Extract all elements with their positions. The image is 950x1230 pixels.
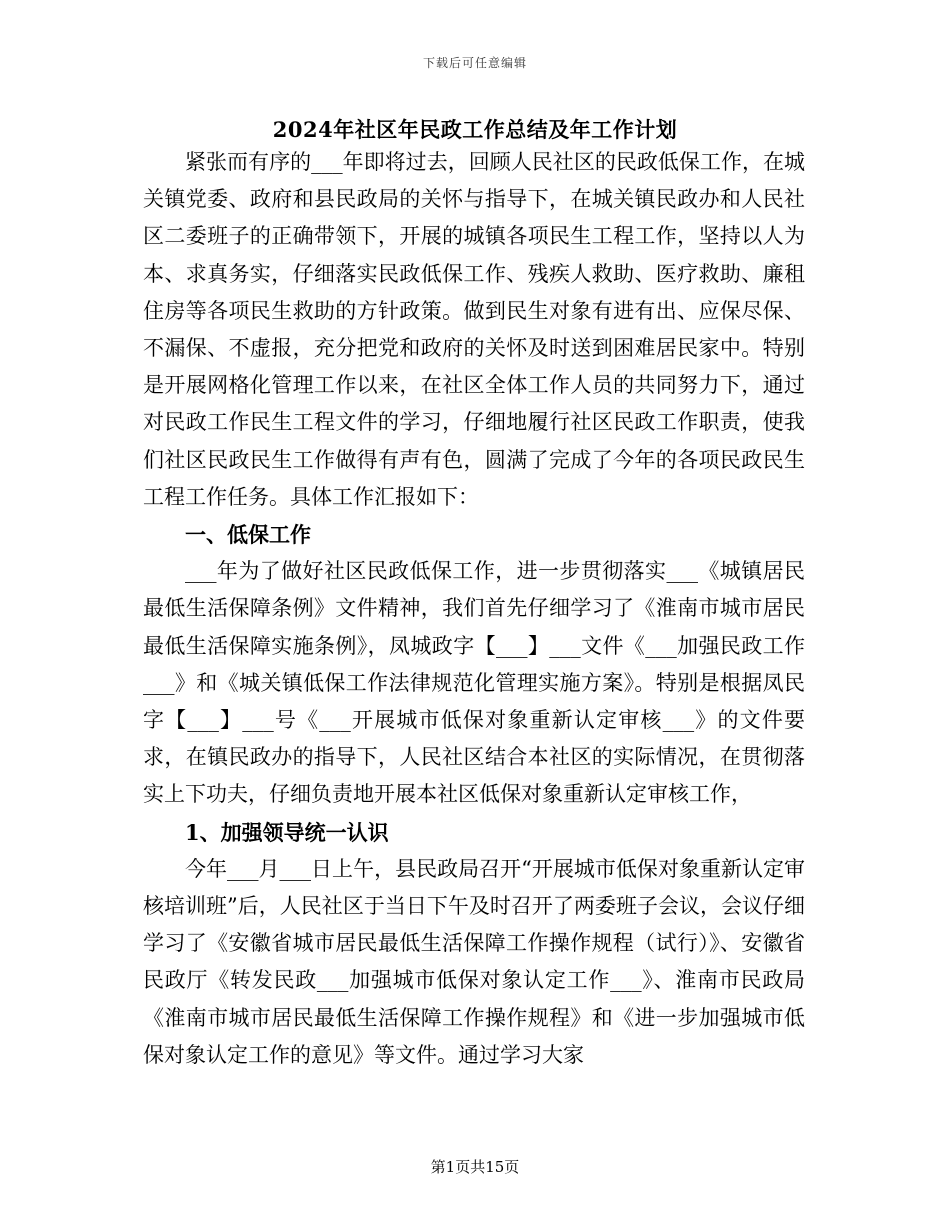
section-heading-subsistence: 一、低保工作 (185, 522, 311, 548)
page-number-footer: 第1页共15页 (430, 1158, 520, 1176)
subsection-heading-leadership: 1、加强领导统一认识 (185, 819, 389, 845)
document-title: 2024年社区年民政工作总结及年工作计划 (272, 117, 678, 142)
header-note: 下载后可任意编辑 (422, 56, 527, 70)
leadership-paragraph: 今年___月___日上午，县民政局召开“开展城市低保对象重新认定审核培训班”后，人民社区于当日下午及时召开了两委班子会议，会议仔细学习了《安徽省城市居民最低生活保障工作操作规程（试行）》、安徽省民政厅《转发民政___加强城市低保对象认定工作___》、淮南市民政局《淮南市城市居民最低生活保障工作操作规程》和《进一步加强城市低保对象认定工作的意见》等文件。通过学习大家 (143, 856, 805, 1067)
subsistence-paragraph: ___年为了做好社区民政低保工作，进一步贯彻落实___《城镇居民最低生活保障条例》文件精神，我们首先仔细学习了《淮南市城市居民最低生活保障实施条例》，凤城政字【___】___文件《___加强民政工作___》和《城关镇低保工作法律规范化管理实施方案》。特别是根据凤民字【___】___号《___开展城市低保对象重新认定审核___》的文件要求，在镇民政办的指导下，人民社区结合本社区的实际情况，在贯彻落实上下功夫，仔细负责地开展本社区低保对象重新认定审核工作， (143, 559, 805, 807)
intro-paragraph: 紧张而有序的___年即将过去，回顾人民社区的民政低保工作，在城关镇党委、政府和县民政局的关怀与指导下，在城关镇民政办和人民社区二委班子的正确带领下，开展的城镇各项民生工程工作，坚持以人为本、求真务实，仔细落实民政低保工作、残疾人救助、医疗救助、廉租住房等各项民生救助的方针政策。做到民生对象有进有出、应保尽保、不漏保、不虚报，充分把党和政府的关怀及时送到困难居民家中。特别是开展网格化管理工作以来，在社区全体工作人员的共同努力下，通过对民政工作民生工程文件的学习，仔细地履行社区民政工作职责，使我们社区民政民生工作做得有声有色，圆满了完成了今年的各项民政民生工程工作任务。具体工作汇报如下： (143, 150, 805, 509)
document-body (143, 144, 805, 1074)
